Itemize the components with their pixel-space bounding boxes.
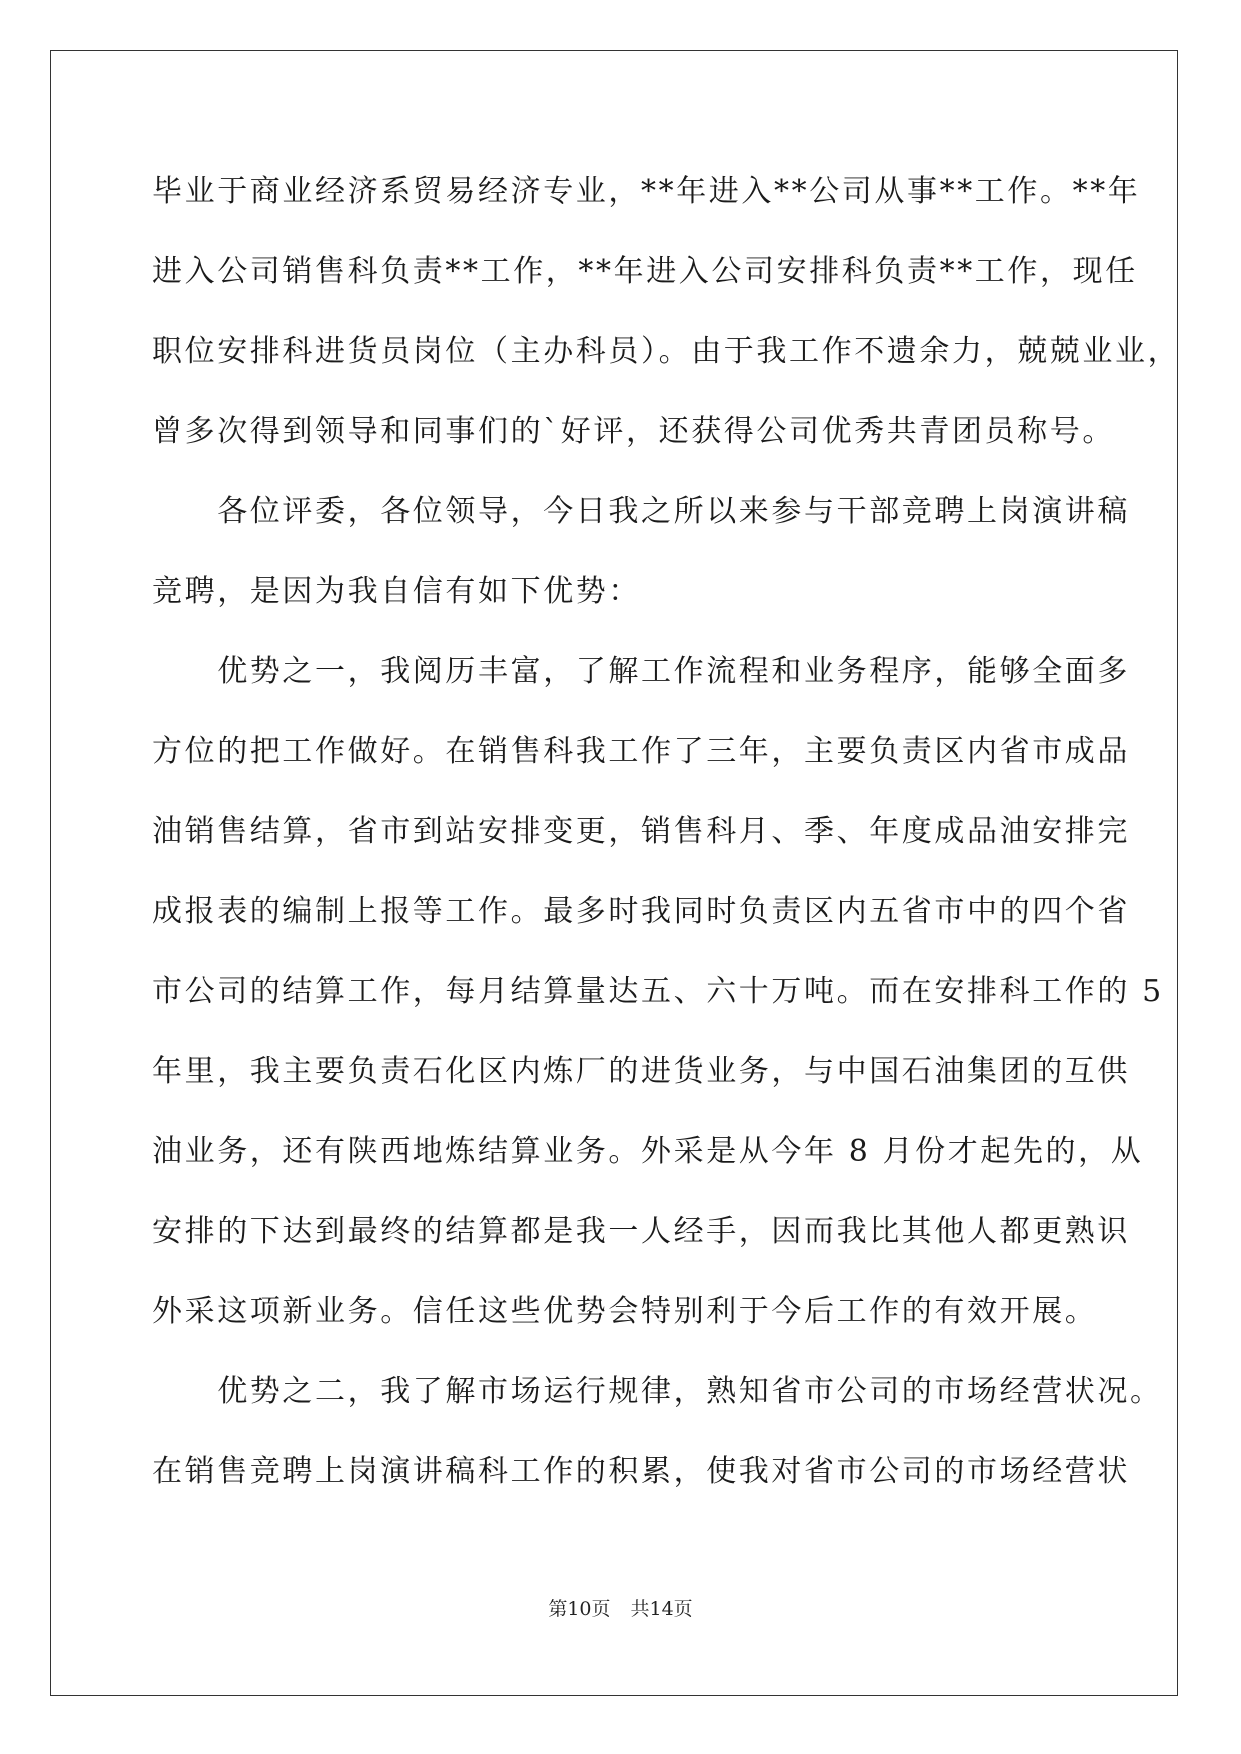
total-pages: 共14页 [630,1598,693,1620]
body-line-10: 成报表的编制上报等工作。最多时我同时负责区内五省市中的四个省 [152,894,1130,929]
body-line-16: 优势之二，我了解市场运行规律，熟知省市公司的市场经营状况。 [152,1374,1163,1409]
body-line-1: 毕业于商业经济系贸易经济专业，**年进入**公司从事**工作。**年 [152,174,1141,209]
current-page-number: 第10页 [548,1598,611,1620]
body-line-17: 在销售竞聘上岗演讲稿科工作的积累，使我对省市公司的市场经营状 [152,1454,1130,1489]
body-line-5: 各位评委，各位领导，今日我之所以来参与干部竞聘上岗演讲稿 [152,494,1130,529]
body-line-12: 年里，我主要负责石化区内炼厂的进货业务，与中国石油集团的互供 [152,1054,1130,1089]
page-border [50,50,1181,1696]
body-line-9: 油销售结算，省市到站安排变更，销售科月、季、年度成品油安排完 [152,814,1130,849]
body-line-13: 油业务，还有陕西地炼结算业务。外采是从今年 8 月份才起先的，从 [152,1134,1144,1169]
body-line-11: 市公司的结算工作，每月结算量达五、六十万吨。而在安排科工作的 5 [152,974,1164,1009]
body-line-3: 职位安排科进货员岗位（主办科员）。由于我工作不遗余力，兢兢业业， [152,334,1181,369]
page-footer [0,1597,1241,1621]
body-line-14: 安排的下达到最终的结算都是我一人经手，因而我比其他人都更熟识 [152,1214,1130,1249]
body-line-4: 曾多次得到领导和同事们的`好评，还获得公司优秀共青团员称号。 [152,414,1115,449]
body-line-2: 进入公司销售科负责**工作，**年进入公司安排科负责**工作，现任 [152,254,1138,289]
body-line-8: 方位的把工作做好。在销售科我工作了三年，主要负责区内省市成品 [152,734,1130,769]
body-line-15: 外采这项新业务。信任这些优势会特别利于今后工作的有效开展。 [152,1294,1098,1329]
body-line-6: 竞聘，是因为我自信有如下优势： [152,574,641,609]
body-line-7: 优势之一，我阅历丰富，了解工作流程和业务程序，能够全面多 [152,654,1130,689]
